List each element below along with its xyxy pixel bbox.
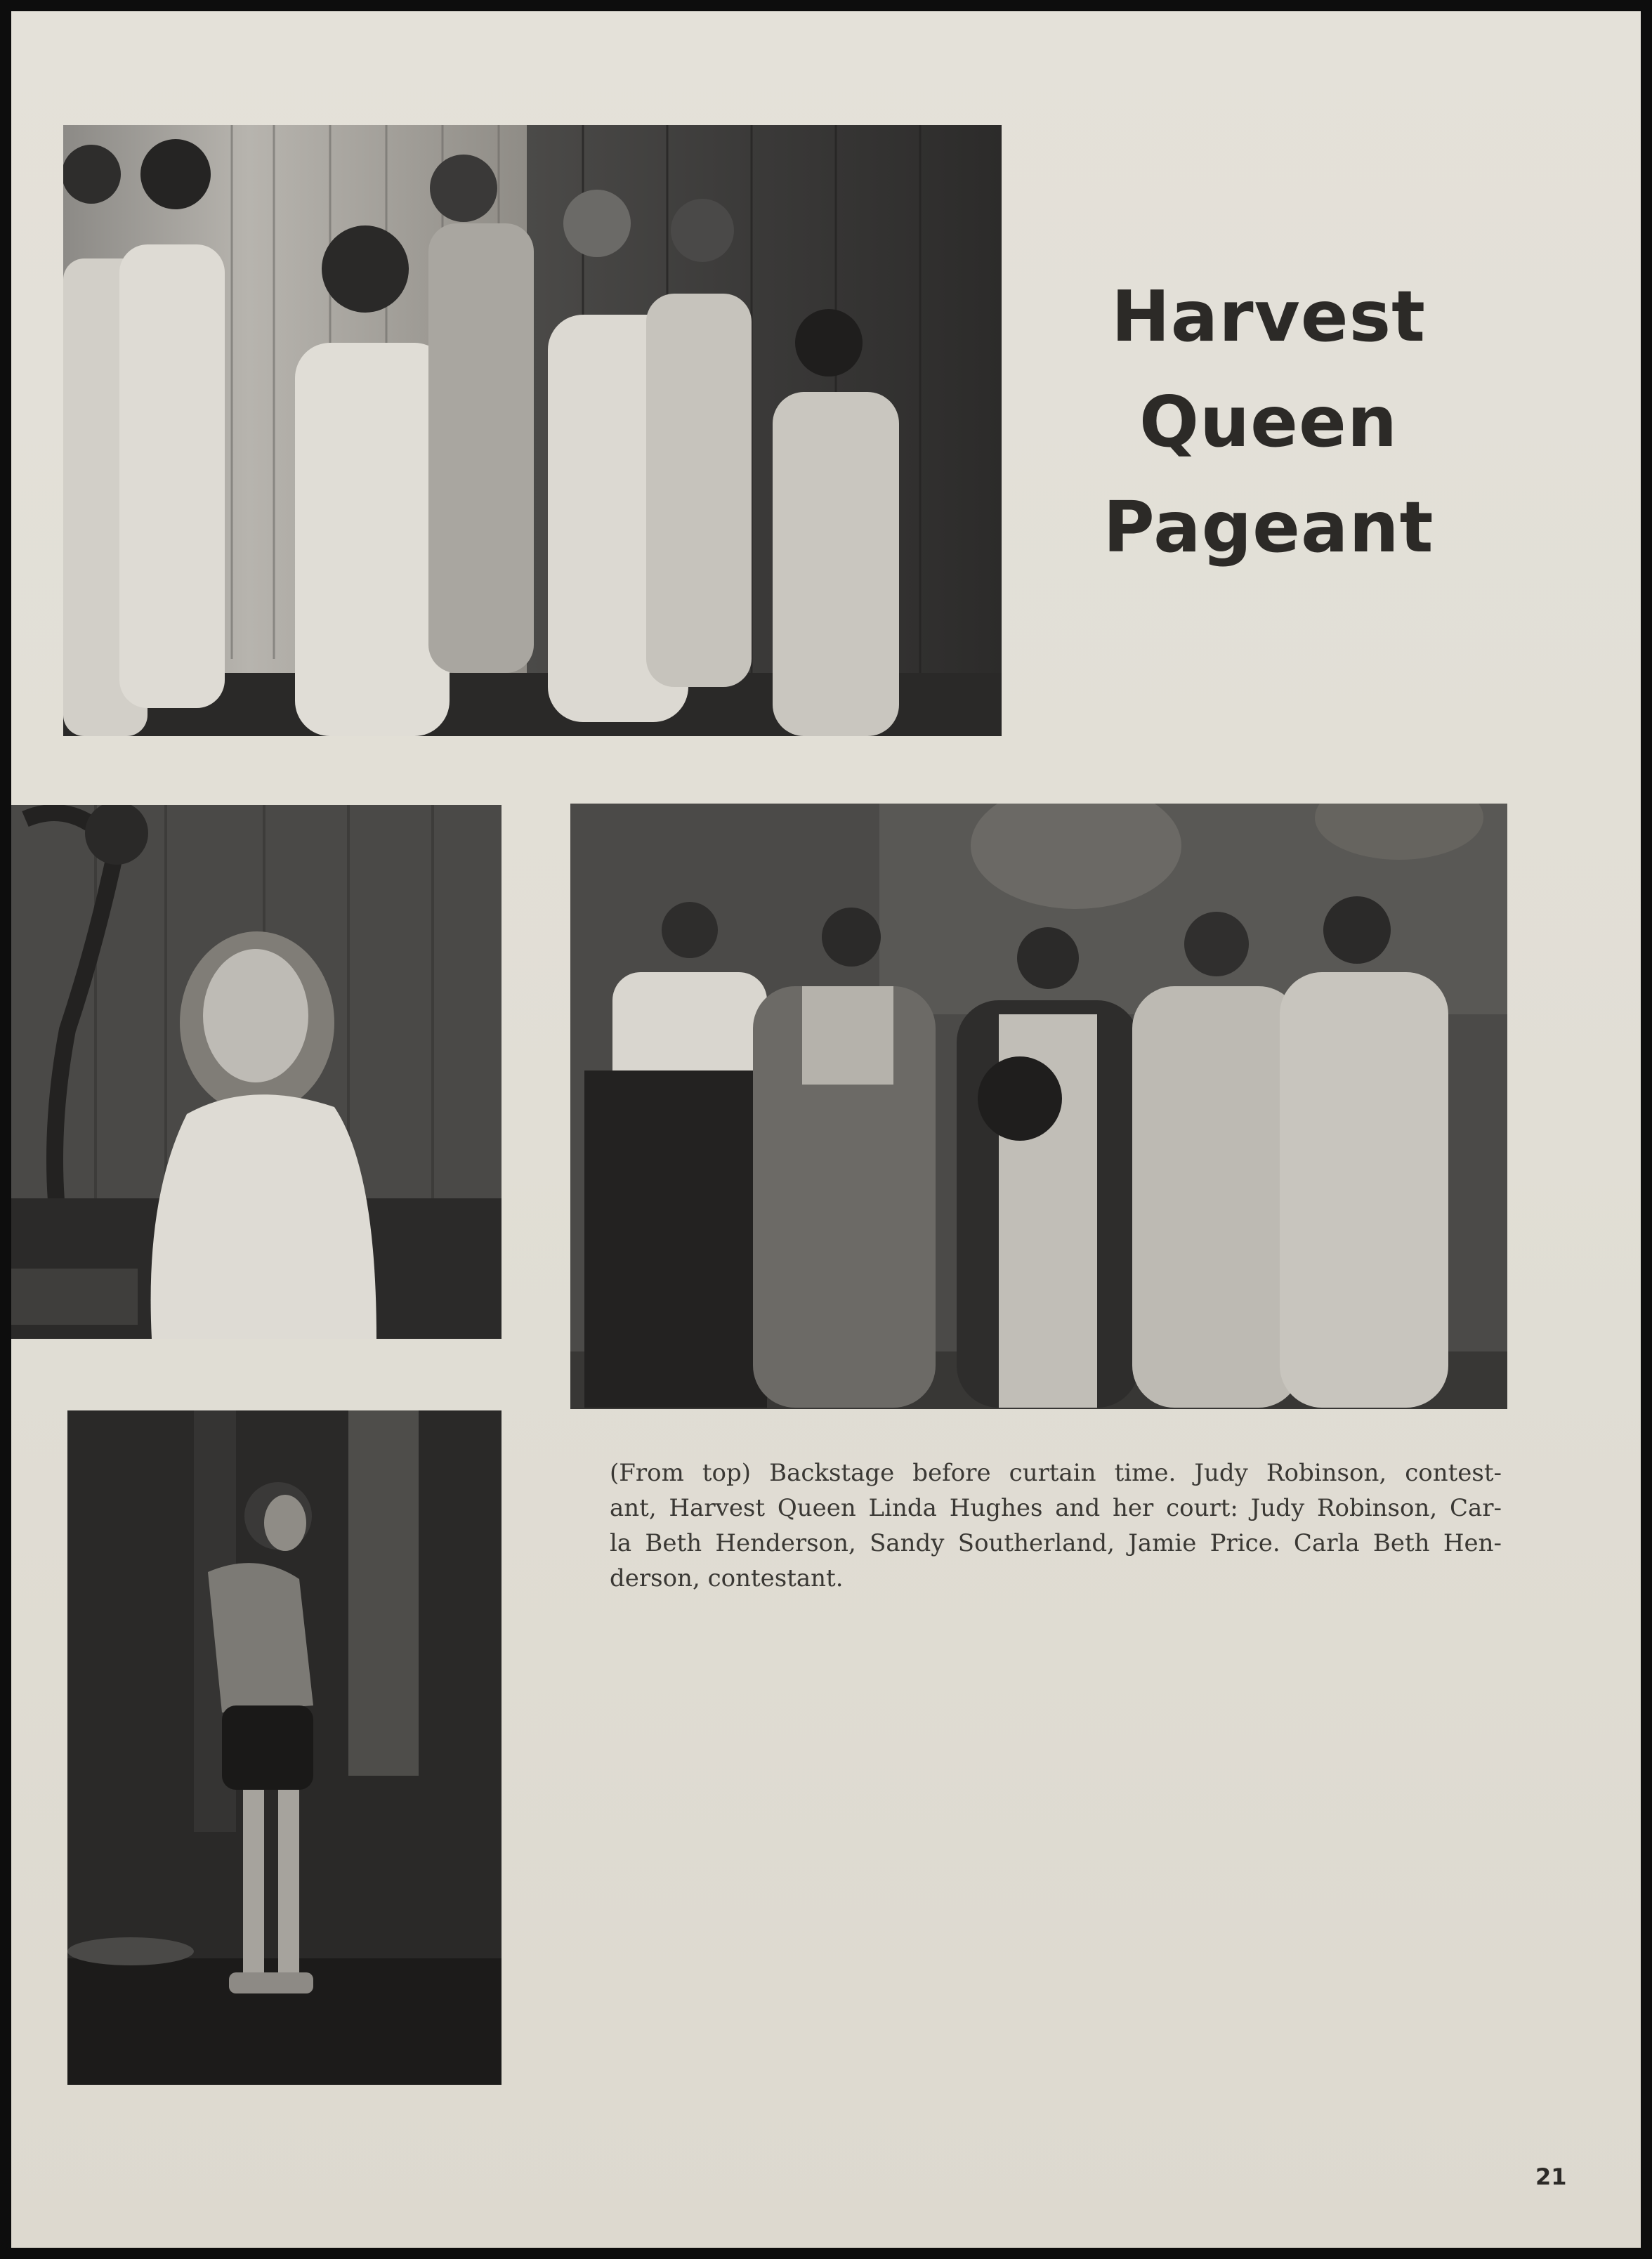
page-title (1058, 264, 1479, 580)
photo-backstage (63, 125, 1002, 736)
caption-line-4: derson, contestant. (610, 1564, 844, 1592)
caption-line-1: (From top) Backstage before curtain time. Judy Robinson, contest- (610, 1459, 1502, 1487)
photo-contestant-piano (11, 805, 501, 1339)
caption-line-2: ant, Harvest Queen Linda Hughes and her court: Judy Robinson, Car- (610, 1494, 1502, 1522)
photo-contestant-stage-image (67, 1410, 501, 2085)
title-line-2: Queen (1139, 381, 1398, 463)
photo-backstage-image (63, 125, 1002, 736)
photo-contestant-piano-image (11, 805, 501, 1339)
photo-contestant-stage (67, 1410, 501, 2085)
photo-caption (610, 1455, 1502, 1596)
caption-line-3: la Beth Henderson, Sandy Southerland, Jamie Price. Carla Beth Hen- (610, 1529, 1502, 1557)
photo-queen-court-image (570, 804, 1507, 1409)
yearbook-page (11, 11, 1641, 2248)
photo-queen-court (570, 804, 1507, 1409)
title-line-1: Harvest (1111, 275, 1426, 358)
title-line-3: Pageant (1103, 486, 1434, 568)
page-number: 21 (1535, 2163, 1567, 2190)
